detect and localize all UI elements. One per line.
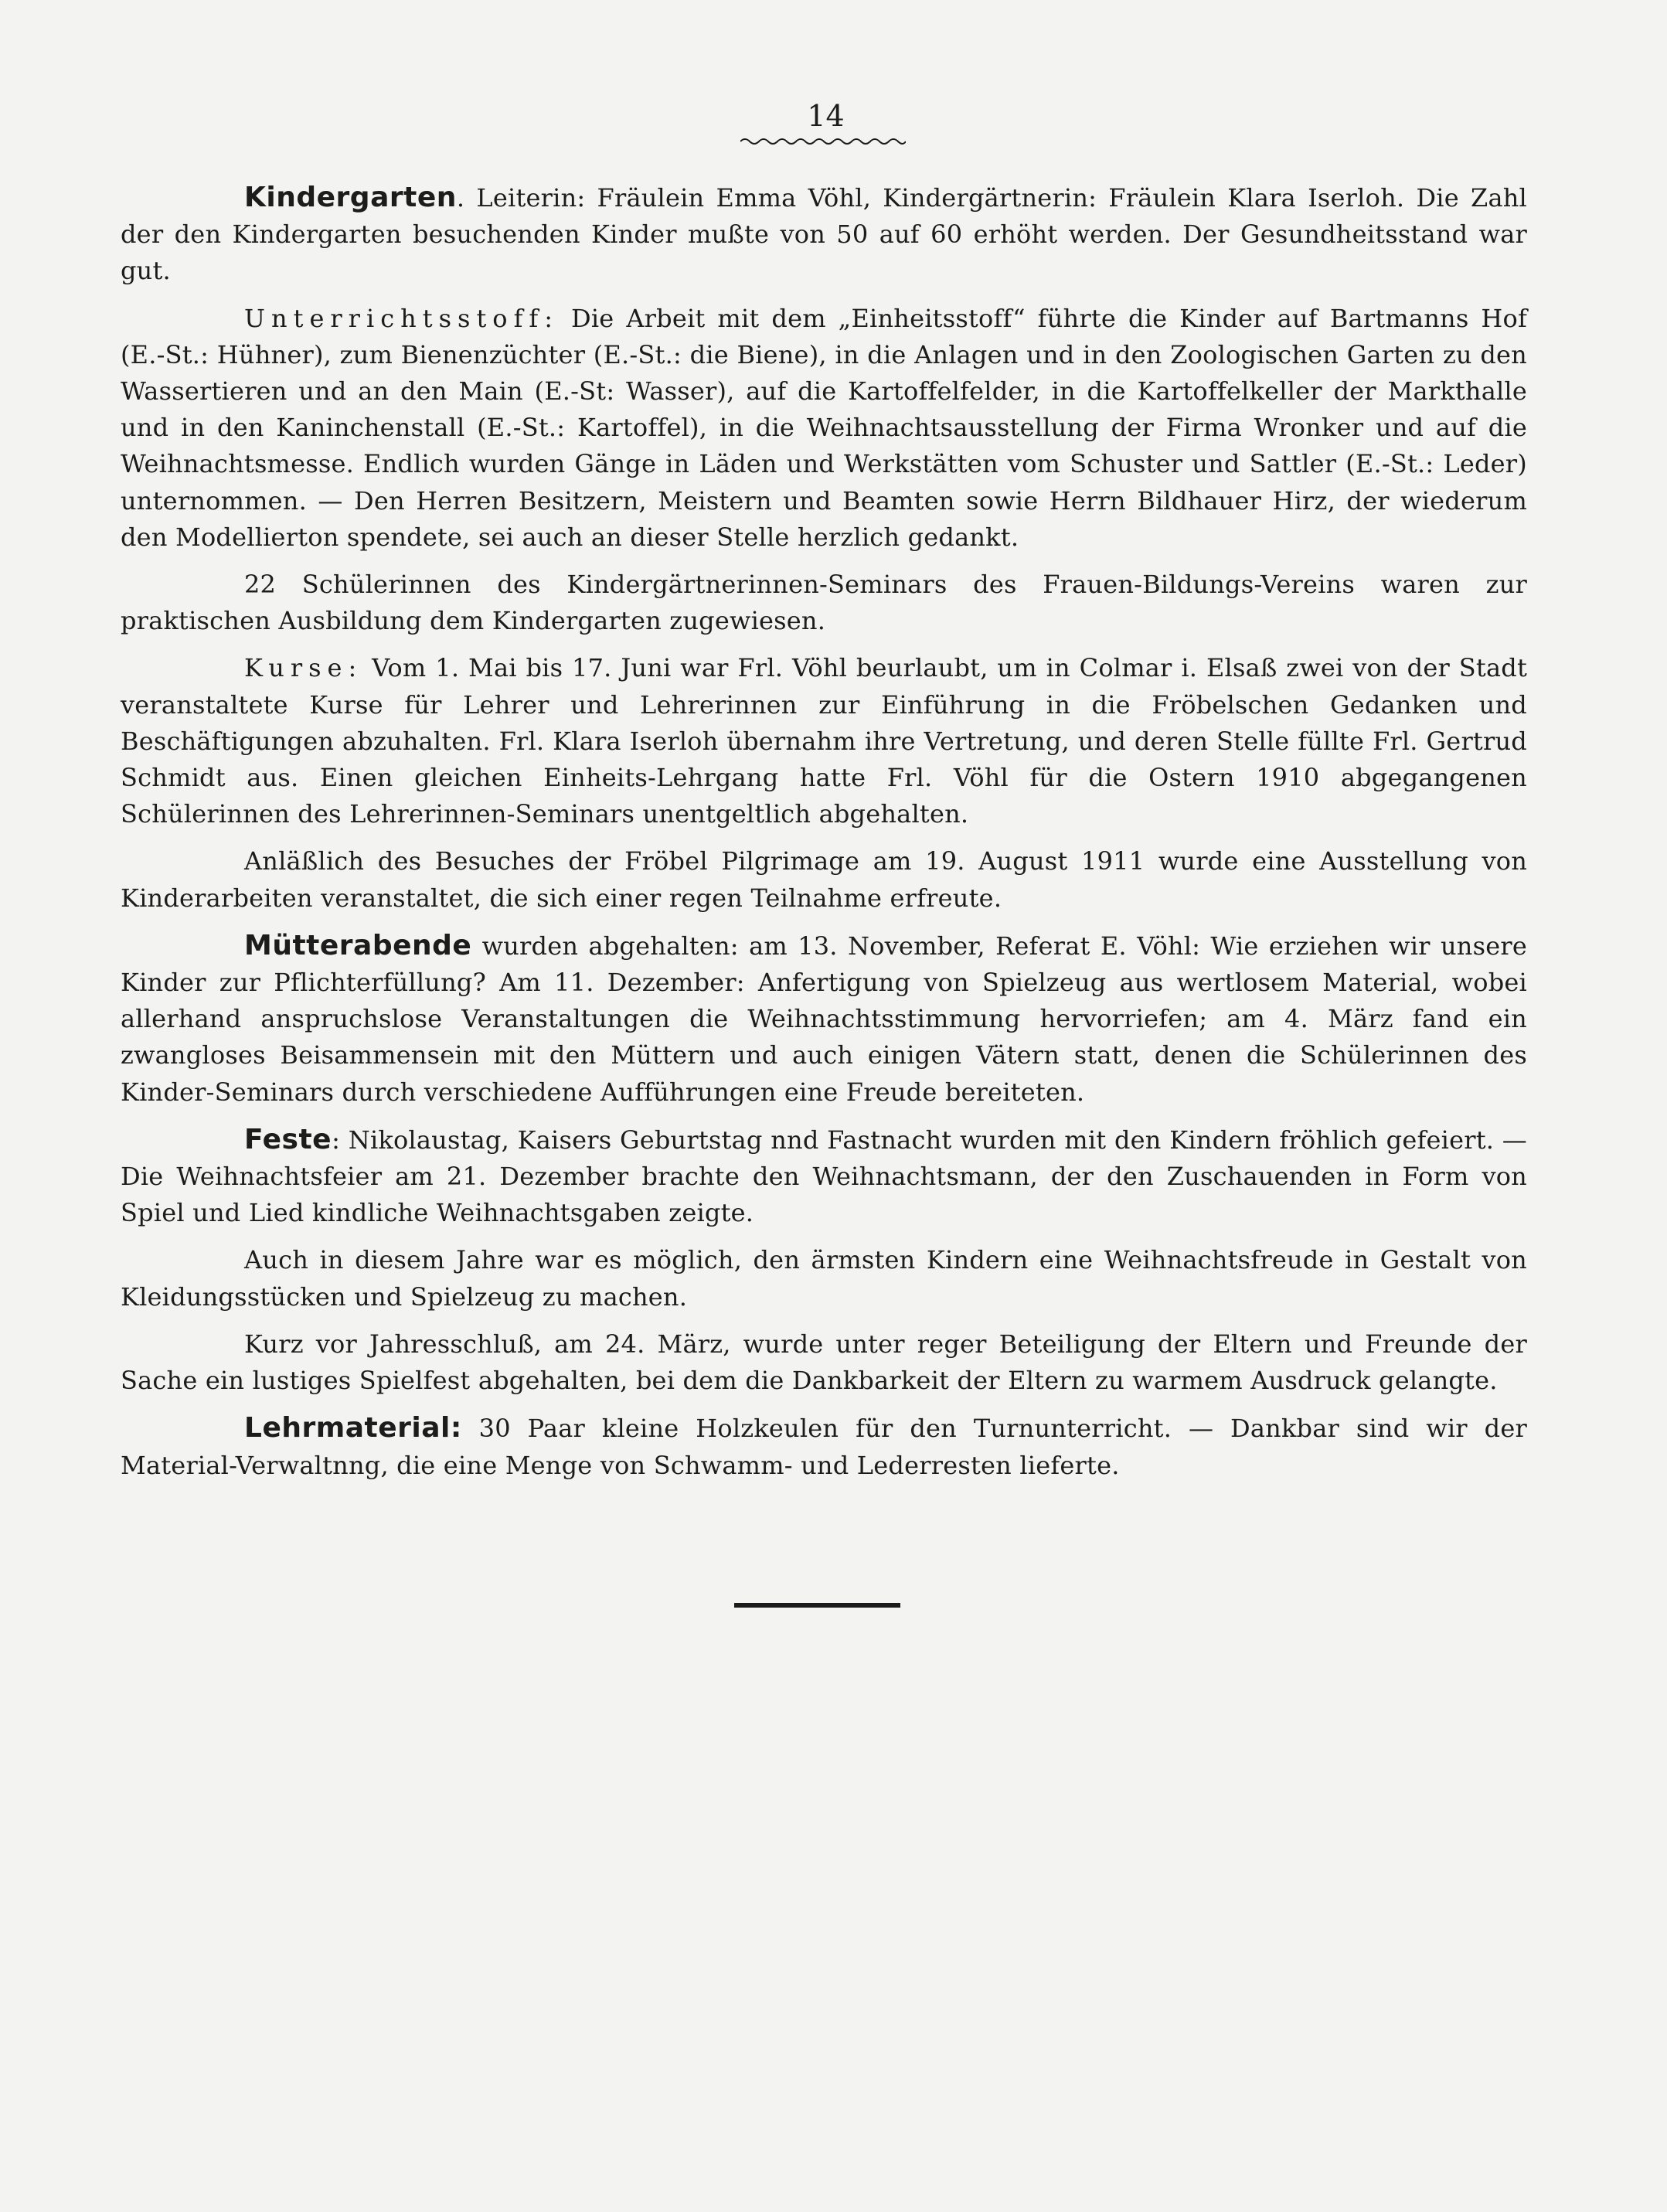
paragraph-weihnachtsfreude xyxy=(121,1242,1527,1315)
end-rule xyxy=(734,1603,900,1608)
paragraph-text: 30 Paar kleine Holzkeulen für den Turnunterricht. — Dankbar sind wir der Material-Verwaltnng, die eine Menge von Schwamm- und Lederresten lieferte. xyxy=(121,1414,1527,1480)
lead-kurse: Kurse: xyxy=(244,653,363,683)
paragraph-text: Kurz vor Jahresschluß, am 24. März, wurde unter reger Beteiligung der Eltern und Freunde der Sache ein lustiges Spielfest abgehalten, bei dem die Dankbarkeit der Eltern zu warmem Ausdruck gelangte. xyxy=(121,1329,1527,1396)
paragraph-text: Anläßlich des Besuches der Fröbel Pilgrimage am 19. August 1911 wurde eine Ausstellung von Kinderarbeiten veranstaltet, die sich einer regen Teilnahme erfreute. xyxy=(121,846,1527,913)
paragraph-lehrmaterial xyxy=(121,1410,1527,1483)
paragraph-text: Auch in diesem Jahre war es möglich, den ärmsten Kindern eine Weihnachtsfreude in Gestalt von Kleidungsstücken und Spielzeug zu machen. xyxy=(121,1245,1527,1312)
paragraph-pilgrimage xyxy=(121,843,1527,916)
section-heading-kindergarten: Kindergarten xyxy=(244,182,457,213)
paragraph-text: . Leiterin: Fräulein Emma Vöhl, Kindergärtnerin: Fräulein Klara Iserloh. Die Zahl der den Kindergarten besuchenden Kinder mußte von 50 auf 60 erhöht werden. Der Gesundheitsstand war gut. xyxy=(121,183,1527,286)
wavy-rule-ornament xyxy=(740,136,906,147)
section-heading-lehrmaterial: Lehrmaterial: xyxy=(244,1412,462,1445)
paragraph-muetterabende xyxy=(121,927,1527,1111)
paragraph-text: Vom 1. Mai bis 17. Juni war Frl. Vöhl beurlaubt, um in Colmar i. Elsaß zwei von der Stadt veranstaltete Kurse für Lehrer und Lehrerinnen zur Einführung in die Fröbelschen Gedanken und Beschäftigungen abzuhalten. Frl. Klara Iserloh übernahm ihre Vertretung, und deren Stelle füllte Frl. Gertrud Schmidt aus. Einen gleichen Einheits-Lehrgang hatte Frl. Vöhl für die Ostern 1910 abgegangenen Schülerinnen des Lehrerinnen-Seminars unentgeltlich abgehalten. xyxy=(121,653,1527,829)
paragraph-text: Die Arbeit mit dem „Einheitsstoff“ führte die Kinder auf Bartmanns Hof (E.-St.: Hühner), zum Bienenzüchter (E.-St.: die Biene), in die Anlagen und in den Zoologischen Garten zu den Wassertieren und an den Main (E.-St: Wasser), auf die Kartoffelfelder, in die Kartoffelkeller der Markthalle und in den Kaninchenstall (E.-St.: Kartoffel), in die Weihnachtsausstellung der Firma Wronker und auf die Weihnachtsmesse. Endlich wurden Gänge in Läden und Werkstätten vom Schuster und Sattler (E.-St.: Leder) unternommen. — Den Herren Besitzern, Meistern und Beamten sowie Herrn Bildhauer Hirz, der wiederum den Modellierton spendete, sei auch an dieser Stelle herzlich gedankt. xyxy=(121,303,1527,552)
page-number: 14 xyxy=(807,99,845,133)
paragraph-text: wurden abgehalten: am 13. November, Referat E. Vöhl: Wie erziehen wir unsere Kinder zur Pflichterfüllung? Am 11. Dezember: Anfertigung von Spielzeug aus wertlosem Material, wobei allerhand anspruchslose Veranstaltungen die Weihnachtsstimmung hervorriefen; am 4. März fand ein zwangloses Beisammensein mit den Müttern und auch einigen Vätern statt, denen die Schülerinnen des Kinder-Seminars durch verschiedene Aufführungen eine Freude bereiteten. xyxy=(121,931,1527,1107)
paragraph-schuelerinnen xyxy=(121,567,1527,639)
paragraph-text: 22 Schülerinnen des Kindergärtnerinnen-Seminars des Frauen-Bildungs-Vereins waren zur praktischen Ausbildung dem Kindergarten zugewiesen. xyxy=(121,570,1527,636)
paragraph-kurse xyxy=(121,650,1527,832)
section-heading-feste: Feste xyxy=(244,1123,332,1155)
section-heading-muetterabende: Mütterabende xyxy=(244,929,472,961)
paragraph-spielfest xyxy=(121,1326,1527,1399)
paragraph-kindergarten xyxy=(121,179,1527,290)
paragraph-unterrichtsstoff xyxy=(121,301,1527,556)
paragraph-text: : Nikolaustag, Kaisers Geburtstag nnd Fastnacht wurden mit den Kindern fröhlich gefeiert. — Die Weihnachtsfeier am 21. Dezember brachte den Weihnachtsmann, der den Zuschauenden in Form von Spiel und Lied kindliche Weihnachtsgaben zeigte. xyxy=(121,1125,1527,1228)
body-text xyxy=(121,179,1527,1495)
paragraph-feste xyxy=(121,1121,1527,1232)
lead-unterrichtsstoff: Unterrichtsstoff: xyxy=(244,303,560,333)
